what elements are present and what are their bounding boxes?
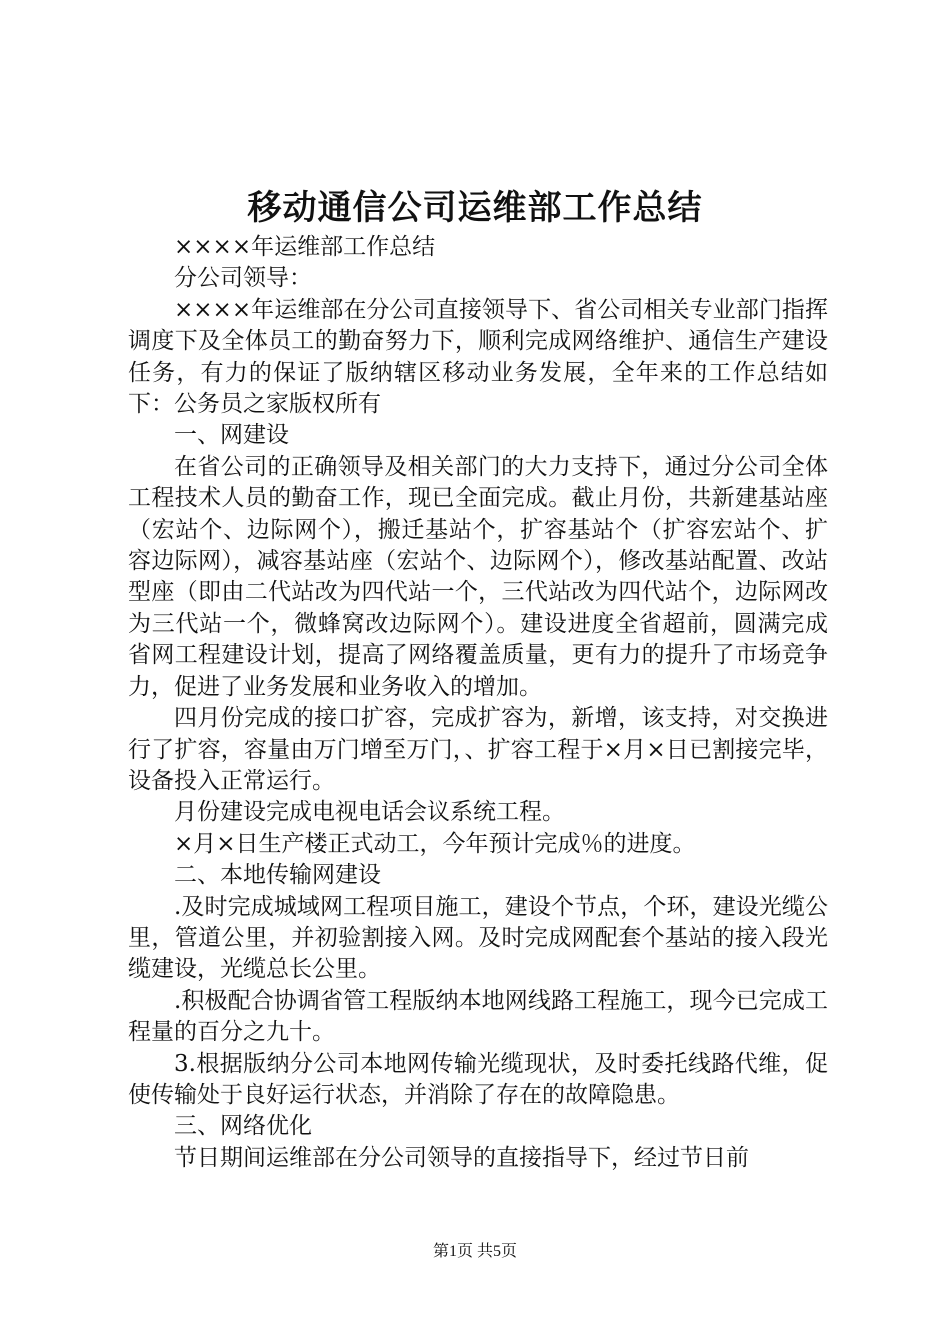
section-heading-transmission: 二、本地传输网建设 — [174, 862, 381, 889]
section-heading-optimization: 三、网络优化 — [174, 1113, 312, 1140]
paragraph-heading-summary: ××××年运维部工作总结 — [174, 234, 436, 260]
paragraph-interface-expansion: 四月份完成的接口扩容，完成扩容为，新增，该支持，对交换进行了扩容，容量由万门增至万门，、扩容工程于×月×日已割接完毕，设备投入正常运行。 — [128, 705, 828, 794]
paragraph-video-conference: 月份建设完成电视电话会议系统工程。 — [174, 799, 565, 826]
paragraph-holiday: 节日期间运维部在分公司领导的直接指导下，经过节日前 — [174, 1144, 749, 1171]
paragraph-production-building: ×月×日生产楼正式动工，今年预计完成％的进度。 — [174, 830, 696, 857]
paragraph-network-build: 在省公司的正确领导及相关部门的大力支持下，通过分公司全体工程技术人员的勤奋工作，现已全面完成。截止月份，共新建基站座（宏站个、边际网个），搬迁基站个，扩容基站个（扩容宏站个、扩容边际网），减容基站座（宏站个、边际网个），修改基站配置、改站型座（即由二代站改为四代站一个，三代站改为四代站个，边际网改为三代站一个，微蜂窝改边际网个）。建设进度全省超前，圆满完成省网工程建设计划，提高了网络覆盖质量，更有力的提升了市场竞争力，促进了业务发展和业务收入的增加。 — [128, 453, 828, 700]
paragraph-line-project: .积极配合协调省管工程版纳本地网线路工程施工，现今已完成工程量的百分之九十。 — [128, 987, 828, 1046]
paragraph-maintenance: 3.根据版纳分公司本地网传输光缆现状，及时委托线路代维，促使传输处于良好运行状态，并消除了存在的故障隐患。 — [128, 1050, 828, 1108]
section-heading-network-build: 一、网建设 — [174, 422, 289, 449]
document-body — [128, 232, 828, 1174]
page-footer: 第1页 共5页 — [432, 1243, 517, 1260]
paragraph-metro-network: .及时完成城域网工程项目施工，建设个节点，个环，建设光缆公里，管道公里，并初验割接入网。及时完成网配套个基站的接入段光缆建设，光缆总长公里。 — [128, 893, 828, 983]
document-title: 移动通信公司运维部工作总结 — [247, 188, 703, 228]
paragraph-salutation: 分公司领导： — [174, 265, 312, 292]
paragraph-intro: ××××年运维部在分公司直接领导下、省公司相关专业部门指挥调度下及全体员工的勤奋努力下，顺利完成网络维护、通信生产建设任务，有力的保证了版纳辖区移动业务发展，全年来的工作总结如下：公务员之家版权所有 — [128, 296, 828, 418]
